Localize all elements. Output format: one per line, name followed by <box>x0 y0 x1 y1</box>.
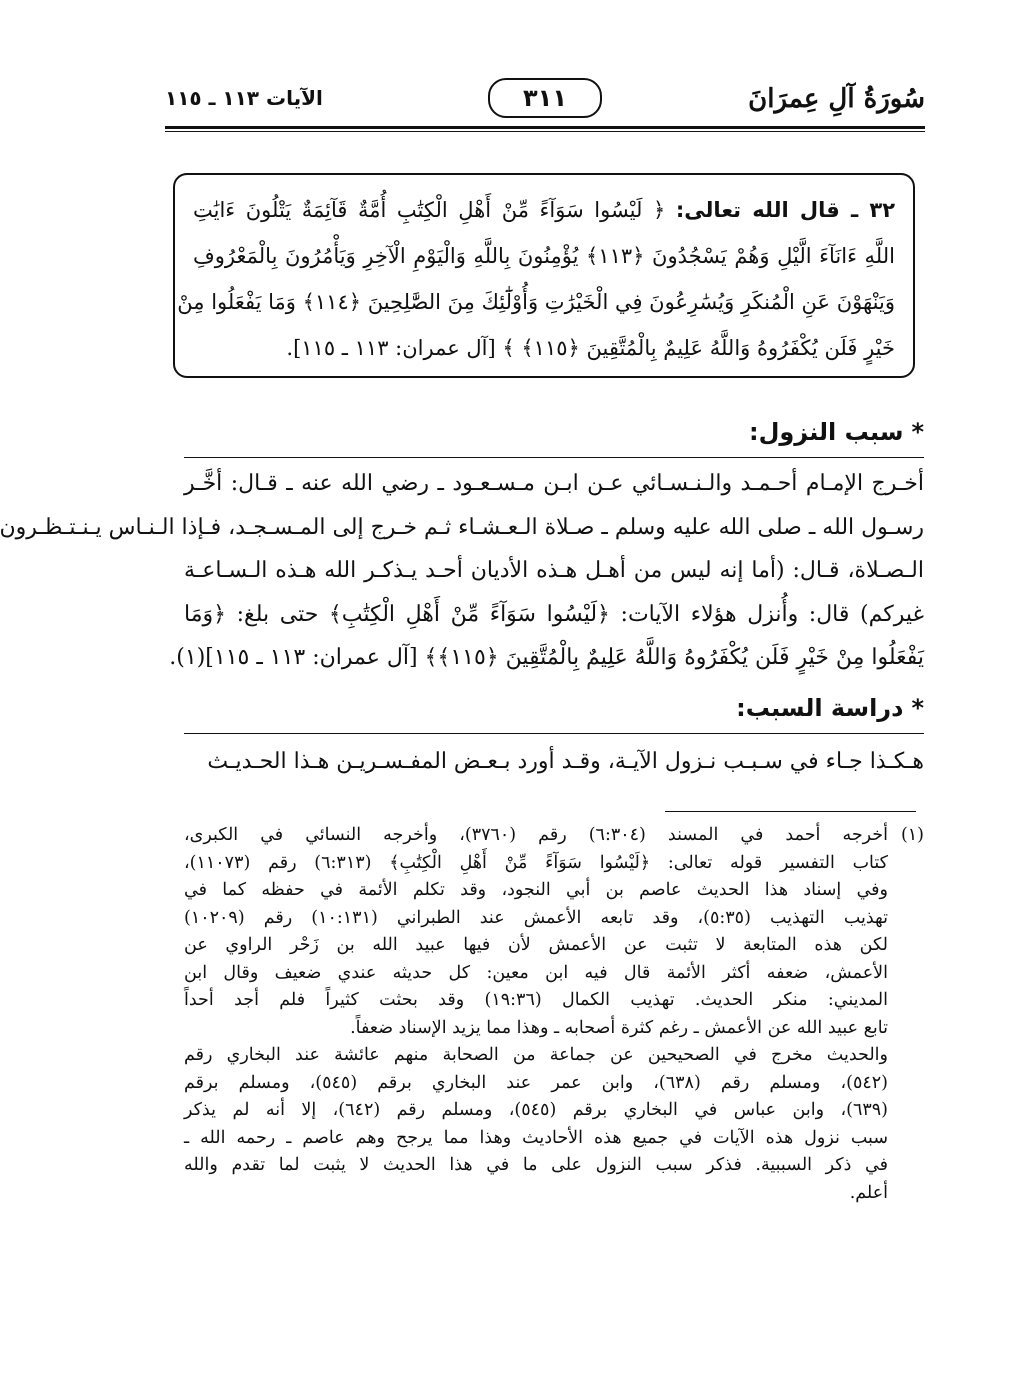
footnote-line: تهذيب التهذيب (٥:٣٥)، وقد تابعه الأعمش عند الطبراني (١٠:١٣١) رقم (١٠٢٠٩) <box>184 907 888 928</box>
text-line: هـكـذا جـاء في سـبـب نـزول الآيـة، وقـد أورد بـعـض المفـسـريـن هـذا الحـديـث <box>207 749 924 774</box>
footnote-line: أعلم. <box>849 1182 888 1203</box>
page-number: ٣١١ <box>488 78 602 118</box>
footnote-line: في ذكر السببية. فذكر سبب النزول على ما في هذا الحديث لا يثبت لما تقدم والله <box>184 1155 888 1175</box>
text-line: غيركم) قال: وأُنزل هؤلاء الآيات: ﴿لَيْسُوا سَوَآءً مِّنْ أَهْلِ الْكِتَٰبِ﴾ حتى بلغ: ﴿وَمَا <box>184 601 924 627</box>
text-line: رسـول الله ـ صلى الله عليه وسلم ـ صـلاة الـعـشـاء ثـم خـرج إلى المـسـجـد، فـإذا الـنـاس يـنـتـظـرون <box>0 514 924 540</box>
footnote-line: الأعمش، ضعفه أكثر الأئمة قال فيه ابن معين: كل حديثه عندي ضعيف وقال ابن <box>184 962 888 983</box>
star-icon: * <box>911 418 924 446</box>
footnote-line: وفي إسناد هذا الحديث عاصم بن أبي النجود، وقد تكلم الأئمة في حفظه كما في <box>184 880 888 900</box>
text-line: أخـرج الإمـام أحـمـد والـنـسـائي عـن ابـن مـسـعـود ـ رضي الله عنه ـ قـال: أخَّـر <box>184 471 924 496</box>
paragraph-nuzul <box>0 462 924 680</box>
paragraph-dirasa <box>184 740 924 784</box>
footnote-line: أخرجه أحمد في المسند (٦:٣٠٤) رقم (٣٧٦٠)، وأخرجه النسائي في الكبرى، <box>184 825 888 845</box>
surah-name: سُورَةُ آلِ عِمرَانَ <box>748 84 925 114</box>
verse-text: ﴿ لَيْسُوا سَوَآءً مِّنْ أَهْلِ الْكِتَٰبِ أُمَّةٌ قَآئِمَةٌ يَتْلُونَ ءَايَٰتِ <box>193 198 666 222</box>
verse-range: الآيات ١١٣ ـ ١١٥ <box>165 86 323 110</box>
header-divider-thin <box>165 131 925 132</box>
verse-line <box>193 187 895 233</box>
footnote-line: لكن هذه المتابعة لا تثبت عن الأعمش لأن فيها عبيد الله بن زَحْر الراوي عن <box>184 935 888 955</box>
text-line: الـصـلاة، قـال: (أما إنه ليس من أهـل هـذه الأديان أحـد يـذكـر الله هـذه الـسـاعـة <box>184 558 924 583</box>
star-icon: * <box>911 694 924 722</box>
header-divider <box>165 126 925 129</box>
verse-box <box>173 173 915 378</box>
footnote-line: (٦٣٩)، وابن عباس في البخاري برقم (٥٤٥)، ومسلم رقم (٦٤٢)، إلا أنه لم يذكر <box>184 1100 888 1120</box>
footnote-1 <box>184 822 924 1207</box>
text-line: يَفْعَلُوا مِنْ خَيْرٍ فَلَن يُكْفَرُوهُ وَاللَّهُ عَلِيمٌ بِالْمُتَّقِينَ ﴿١١٥﴾﴾ [آل عمران: ١١٣ ـ ١١٥](١). <box>169 645 924 670</box>
footnote-line: والحديث مخرج في الصحيحين عن جماعة من الصحابة منهم عائشة عند البخاري رقم <box>184 1045 888 1065</box>
page-header <box>165 78 925 126</box>
section-title-dirasa: *دراسة السبب: <box>736 694 924 722</box>
section-divider <box>184 457 924 458</box>
footnote-line: المديني: منكر الحديث. تهذيب الكمال (١٩:٣٦) وقد بحثت كثيراً فلم أجد أحداً <box>184 990 888 1010</box>
section-title-nuzul: *سبب النزول: <box>748 418 924 446</box>
footnote-line: كتاب التفسير قوله تعالى: ﴿لَيْسُوا سَوَآءً مِّنْ أَهْلِ الْكِتَٰبِ﴾ (٦:٣١٣) رقم (١١٠٧٣)، <box>184 852 889 873</box>
verse-number-label: ٣٢ ـ قال الله تعالى: <box>675 198 896 222</box>
section-divider <box>184 733 924 734</box>
verse-line: خَيْرٍ فَلَن يُكْفَرُوهُ وَاللَّهُ عَلِيمٌ بِالْمُتَّقِينَ ﴿١١٥﴾ ﴾ [آل عمران: ١١٣ ـ ١١٥]. <box>286 336 895 360</box>
footnote-line: تابع عبيد الله عن الأعمش ـ رغم كثرة أصحابه ـ وهذا مما يزيد الإسناد ضعفاً. <box>350 1017 888 1038</box>
footnote-line: (٥٤٢)، ومسلم رقم (٦٣٨)، وابن عمر عند البخاري برقم (٥٤٥)، ومسلم برقم <box>184 1072 888 1093</box>
footnote-divider <box>665 811 916 812</box>
footnotes <box>184 822 924 1207</box>
footnote-marker: (١) <box>900 825 924 845</box>
footnote-line: سبب نزول هذه الآيات في جميع هذه الأحاديث وهذا مما يرجح وهم عاصم ـ رحمه الله ـ <box>184 1127 888 1148</box>
verse-line: اللَّهِ ءَانَآءَ الَّيْلِ وَهُمْ يَسْجُدُونَ ﴿١١٣﴾ يُؤْمِنُونَ بِاللَّهِ وَالْيَوْمِ الْآخِرِ وَيَأْمُرُونَ بِالْمَعْرُوفِ <box>193 244 895 268</box>
verse-line: وَيَنْهَوْنَ عَنِ الْمُنكَرِ وَيُسَٰرِعُونَ فِي الْخَيْرَٰتِ وَأُوْلَٰٓئِكَ مِنَ الصَّٰلِحِينَ ﴿١١٤﴾ وَمَا يَفْعَلُوا مِنْ <box>177 290 895 314</box>
